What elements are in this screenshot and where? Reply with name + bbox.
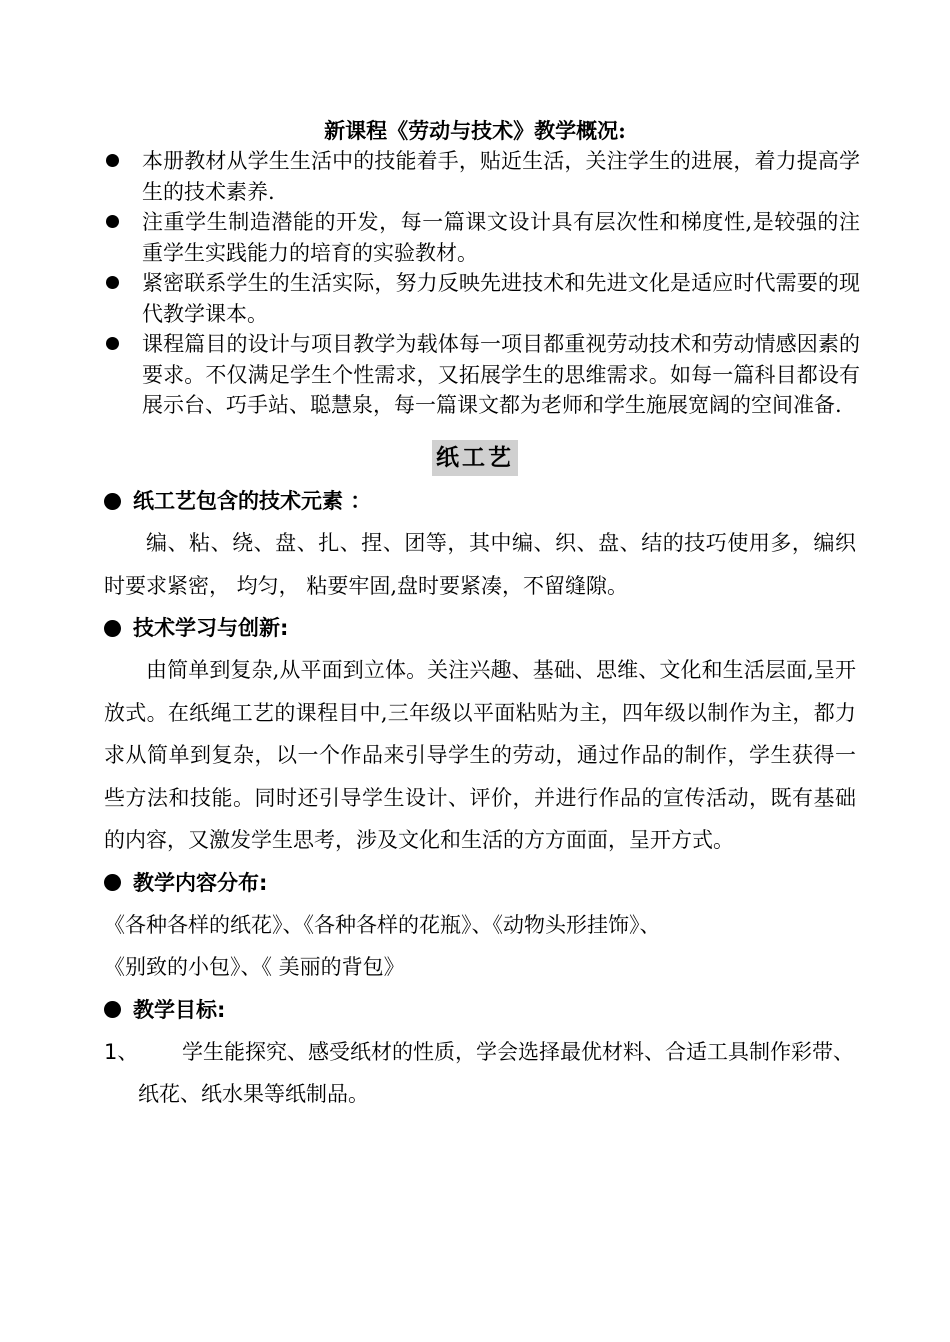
heading-learning bbox=[104, 607, 856, 649]
intro-item bbox=[104, 329, 860, 421]
bullet-icon bbox=[104, 620, 121, 637]
heading-goals bbox=[104, 989, 856, 1031]
heading-text: 教学内容分布: bbox=[133, 870, 268, 895]
intro-item bbox=[104, 207, 860, 268]
distribution-line-1: 《各种各样的纸花》、《各种各样的花瓶》、《动物头形挂饰》、 bbox=[104, 912, 661, 937]
intro-item bbox=[104, 268, 860, 329]
heading-text: 纸工艺包含的技术元素 ： bbox=[133, 489, 372, 513]
heading-distribution bbox=[104, 862, 856, 904]
section-title-container bbox=[0, 440, 950, 476]
bullet-icon bbox=[104, 493, 121, 510]
intro-item bbox=[104, 146, 860, 207]
bullet-icon bbox=[106, 215, 119, 228]
goal-number: 1、 bbox=[104, 1039, 139, 1064]
heading-text: 技术学习与创新: bbox=[133, 616, 289, 640]
intro-list bbox=[104, 146, 860, 421]
intro-item-text: 紧密联系学生的生活实际，努力反映先进技术和先进文化是适应时代需要的现代教学课本。 bbox=[142, 271, 860, 326]
section-title: 纸工艺 bbox=[432, 440, 518, 476]
heading-text: 教学目标: bbox=[133, 997, 226, 1022]
intro-item-text: 注重学生制造潜能的开发，每一篇课文设计具有层次性和梯度性,是较强的注重学生实践能力的培育的实验教材。 bbox=[142, 210, 860, 265]
intro-item-text: 课程篇目的设计与项目教学为载体每一项目都重视劳动技术和劳动情感因素的要求。不仅满足学生个性需求，又拓展学生的思维需求。如每一篇科目都设有展示台、巧手站、聪慧泉，每一篇课文都为老师和学生施展宽阔的空间准备. bbox=[142, 332, 860, 417]
bullet-icon bbox=[106, 154, 119, 167]
main-title: 新课程《劳动与技术》教学概况: bbox=[324, 118, 626, 143]
intro-item-text: 本册教材从学生生活中的技能着手，贴近生活，关注学生的进展，着力提高学生的技术素养. bbox=[142, 149, 860, 204]
goal-text: 学生能探究、感受纸材的性质，学会选择最优材料、合适工具制作彩带、纸花、纸水果等纸制品。 bbox=[138, 1039, 854, 1106]
bullet-icon bbox=[106, 276, 119, 289]
heading-elements bbox=[104, 480, 856, 522]
bullet-icon bbox=[104, 874, 121, 891]
goal-item bbox=[104, 1031, 856, 1116]
distribution-line-2: 《别致的小包》、《 美丽的背包》 bbox=[104, 955, 405, 979]
paragraph-learning: 由简单到复杂,从平面到立体。关注兴趣、基础、思维、文化和生活层面,呈开放式。在纸绳工艺的课程目中,三年级以平面粘贴为主，四年级以制作为主，都力求从简单到复杂，以一个作品来引导学生的劳动，通过作品的制作，学生获得一些方法和技能。同时还引导学生设计、评价，并进行作品的宣传活动，既有基础的内容，又激发学生思考，涉及文化和生活的方方面面，呈开方式。 bbox=[104, 658, 856, 852]
paragraph-elements: 编、粘、绕、盘、扎、捏、团等，其中编、织、盘、结的技巧使用多，编织时要求紧密， 均匀， 粘要牢固,盘时要紧凑，不留缝隙。 bbox=[104, 531, 856, 598]
bullet-icon bbox=[104, 1001, 121, 1018]
body-content bbox=[104, 480, 856, 1116]
bullet-icon bbox=[106, 337, 119, 350]
